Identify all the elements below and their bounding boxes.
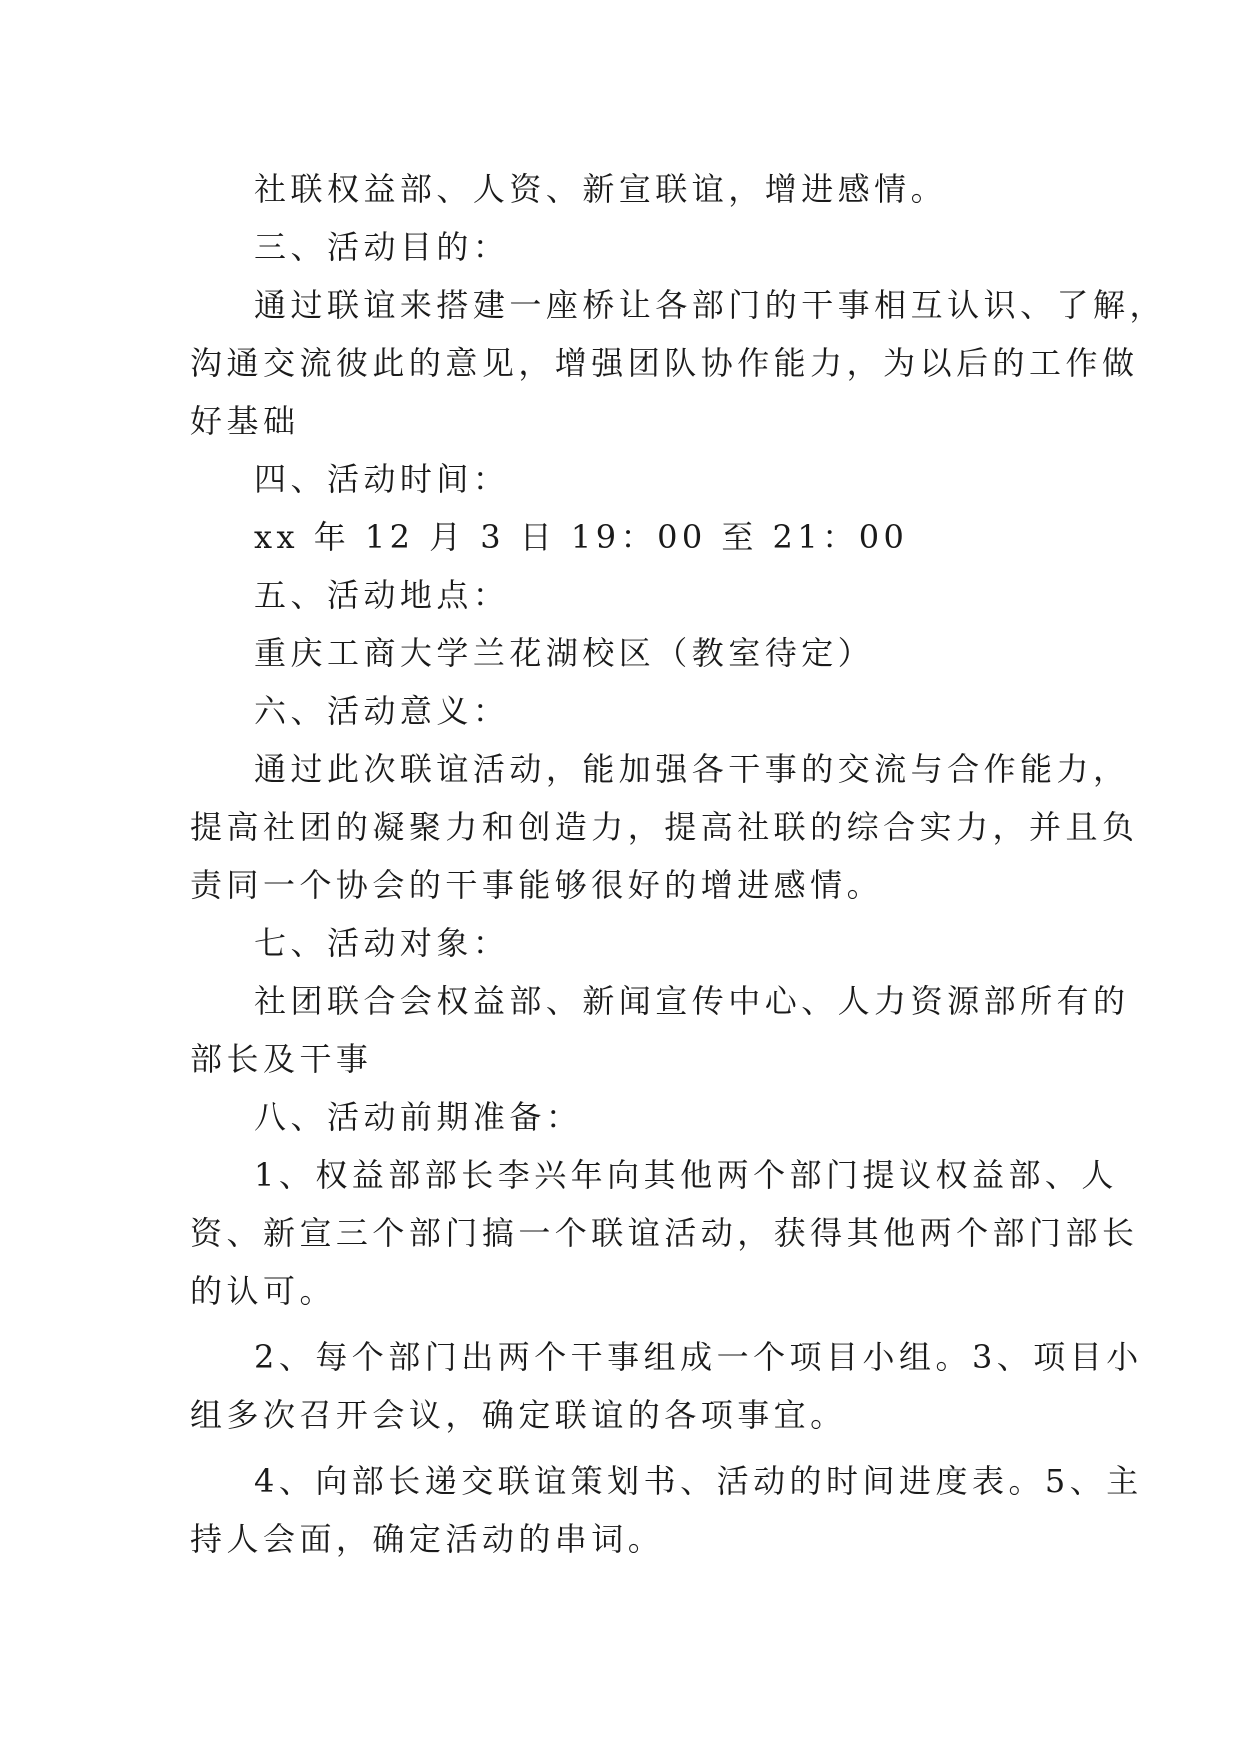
text-line: xx 年 12 月 3 日 19：00 至 21：00	[254, 518, 909, 556]
section-heading: 三、活动目的：	[254, 228, 510, 266]
text-line: 社联权益部、人资、新宣联谊，增进感情。	[254, 170, 948, 208]
text-line: 部长及干事	[190, 1040, 373, 1078]
text-line: 1、权益部部长李兴年向其他两个部门提议权益部、人	[254, 1156, 1118, 1194]
section-heading: 四、活动时间：	[254, 460, 510, 498]
text-line: 重庆工商大学兰花湖校区（教室待定）	[254, 634, 875, 672]
section-heading: 七、活动对象：	[254, 924, 510, 962]
text-line: 2、每个部门出两个干事组成一个项目小组。3、项目小	[254, 1338, 1143, 1376]
section-heading: 五、活动地点：	[254, 576, 510, 614]
text-line: 资、新宣三个部门搞一个联谊活动，获得其他两个部门部长	[190, 1214, 1139, 1252]
text-line: 沟通交流彼此的意见，增强团队协作能力，为以后的工作做	[190, 344, 1139, 382]
text-line: 好基础	[190, 402, 300, 440]
text-line: 责同一个协会的干事能够很好的增进感情。	[190, 866, 884, 904]
text-line: 提高社团的凝聚力和创造力，提高社联的综合实力，并且负	[190, 808, 1139, 846]
text-line: 社团联合会权益部、新闻宣传中心、人力资源部所有的	[254, 982, 1130, 1020]
text-line: 组多次召开会议，确定联谊的各项事宜。	[190, 1396, 847, 1434]
section-heading: 六、活动意义：	[254, 692, 510, 730]
document-body	[190, 160, 1167, 1568]
text-line: 通过此次联谊活动，能加强各干事的交流与合作能力，	[254, 750, 1130, 788]
text-line: 4、向部长递交联谊策划书、活动的时间进度表。5、主	[254, 1462, 1143, 1500]
text-line: 通过联谊来搭建一座桥让各部门的干事相互认识、了解，	[254, 286, 1167, 324]
text-line: 持人会面，确定活动的串词。	[190, 1520, 665, 1558]
text-line: 的认可。	[190, 1272, 336, 1310]
section-heading: 八、活动前期准备：	[254, 1098, 583, 1136]
